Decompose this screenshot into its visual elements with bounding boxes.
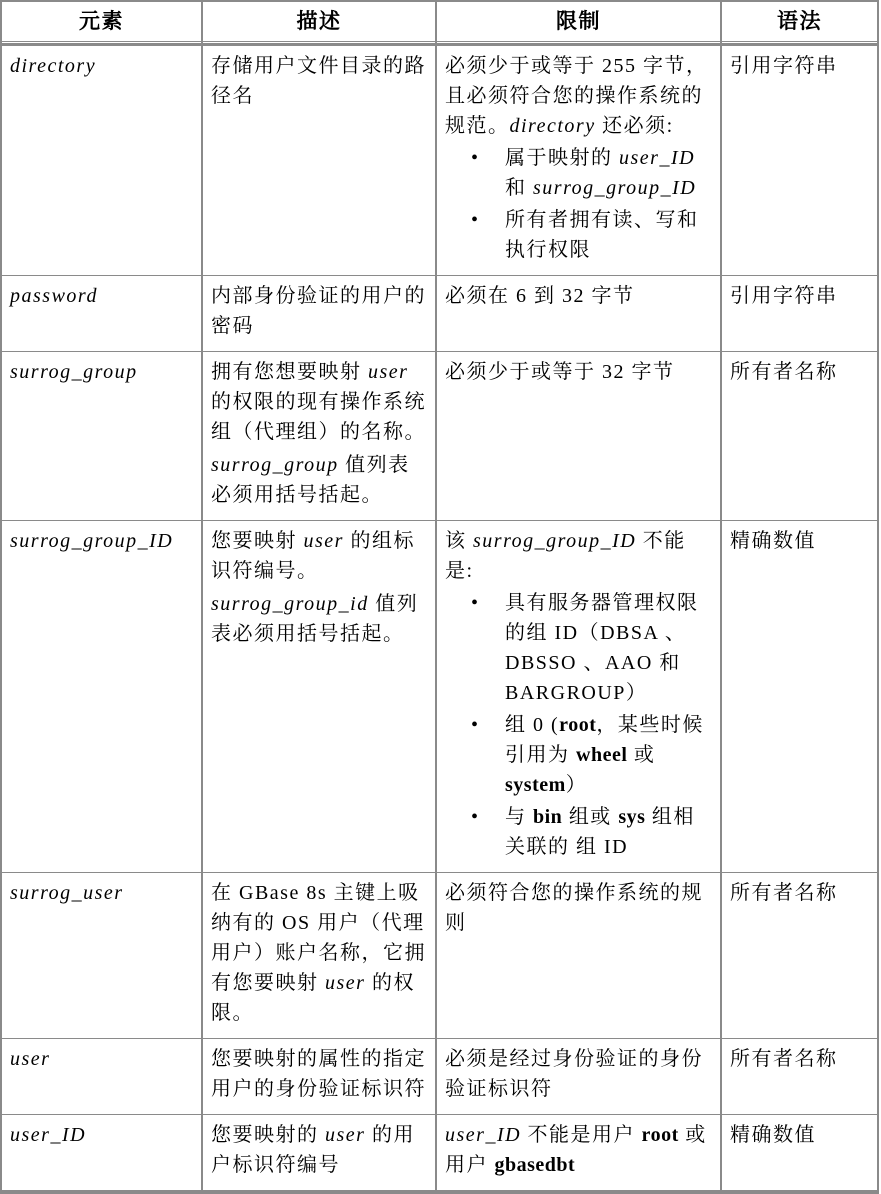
- text-run: 的权限。: [211, 972, 415, 1024]
- element-term: surrog_group: [10, 361, 138, 383]
- table-row: [0, 46, 879, 276]
- bold-term: wheel: [576, 744, 628, 766]
- bullet-item: [445, 143, 712, 203]
- text-run: 组 0 (: [505, 714, 560, 736]
- table-row: [0, 1115, 879, 1191]
- cell-syntax: 引用字符串: [722, 46, 879, 276]
- text-run: 必须在 6 到 32 字节: [445, 285, 635, 307]
- cell-description: [203, 1115, 437, 1191]
- text-run: ）: [565, 774, 588, 796]
- bold-term: root: [559, 714, 597, 736]
- italic-term: surrog_group_ID: [533, 177, 697, 199]
- text-run: 您要映射: [211, 530, 304, 552]
- cell-element: [0, 521, 203, 873]
- cell-element: [0, 1039, 203, 1115]
- paragraph: [211, 1044, 427, 1104]
- cell-syntax: 精确数值: [722, 1115, 879, 1191]
- italic-term: user: [325, 972, 366, 994]
- text-run: 必须少于或等于 32 字节: [445, 361, 675, 383]
- column-header-restriction: 限制: [437, 0, 722, 42]
- italic-term: surrog_group: [211, 454, 339, 476]
- italic-term: surrog_group_id: [211, 593, 369, 615]
- bullet-item: [445, 588, 712, 708]
- cell-syntax: 所有者名称: [722, 1039, 879, 1115]
- text-run: 必须符合您的操作系统的规则: [445, 882, 703, 934]
- bold-term: gbasedbt: [494, 1154, 576, 1176]
- text-run: 和: [505, 177, 533, 199]
- table-body: [0, 46, 879, 1191]
- paragraph: [445, 1120, 712, 1180]
- text-run: 还必须:: [595, 115, 674, 137]
- cell-restriction: [437, 1039, 722, 1115]
- text-run: 必须少于或等于 255 字节，且必须符合您的操作系统的规范。: [445, 55, 708, 137]
- cell-element: [0, 1115, 203, 1191]
- cell-description: [203, 1039, 437, 1115]
- bold-term: root: [641, 1124, 679, 1146]
- table-row: [0, 1039, 879, 1115]
- element-term: directory: [10, 55, 97, 77]
- text-run: 的组标识符编号。: [211, 530, 415, 582]
- paragraph: [211, 450, 427, 510]
- text-run: 内部身份验证的用户的密码: [211, 285, 426, 337]
- paragraph: [211, 1120, 427, 1180]
- column-header-syntax: 语法: [722, 0, 879, 42]
- text-run: 属于映射的: [505, 147, 619, 169]
- bullet-item: [445, 205, 712, 265]
- table-header: [0, 0, 879, 46]
- bold-term: system: [505, 774, 566, 796]
- text-run: 具有服务器管理权限的组 ID（DBSA 、DBSSO 、AAO 和 BARGROUP）: [505, 592, 699, 704]
- cell-restriction: [437, 1115, 722, 1191]
- text-run: 存储用户文件目录的路径名: [211, 55, 426, 107]
- cell-syntax: 精确数值: [722, 521, 879, 873]
- table-row: [0, 352, 879, 521]
- cell-restriction: [437, 521, 722, 873]
- element-term: user: [10, 1048, 51, 1070]
- bullet-item: [445, 802, 712, 862]
- paragraph: [211, 51, 427, 111]
- paragraph: [211, 357, 427, 447]
- cell-description: [203, 873, 437, 1039]
- text-run: 值列表必须用括号括起。: [211, 593, 419, 645]
- text-run: ，某些时候引用为: [505, 714, 704, 766]
- cell-description: [203, 521, 437, 873]
- text-run: 所有者拥有读、写和执行权限: [505, 209, 699, 261]
- paragraph: [445, 281, 712, 311]
- cell-syntax: 所有者名称: [722, 873, 879, 1039]
- cell-element: [0, 873, 203, 1039]
- text-run: 不能是:: [445, 530, 686, 582]
- paragraph: [211, 526, 427, 586]
- text-run: 必须是经过身份验证的身份验证标识符: [445, 1048, 703, 1100]
- cell-restriction: [437, 276, 722, 352]
- table-row: [0, 873, 879, 1039]
- bold-term: bin: [533, 806, 563, 828]
- italic-term: directory: [509, 115, 596, 137]
- text-run: 在 GBase 8s 主键上吸纳有的 OS 用户（代理用户）账户名称，它拥有您要映射: [211, 882, 426, 994]
- italic-term: user_ID: [619, 147, 696, 169]
- bullet-item: [445, 710, 712, 800]
- element-term: password: [10, 285, 98, 307]
- paragraph: [445, 526, 712, 586]
- cell-description: [203, 276, 437, 352]
- bold-term: sys: [618, 806, 646, 828]
- paragraph: [445, 51, 712, 141]
- paragraph: [445, 878, 712, 938]
- italic-term: user: [303, 530, 344, 552]
- cell-syntax: 引用字符串: [722, 276, 879, 352]
- cell-element: [0, 352, 203, 521]
- italic-term: user: [325, 1124, 366, 1146]
- text-run: 拥有您想要映射: [211, 361, 368, 383]
- cell-restriction: [437, 352, 722, 521]
- table-row: [0, 521, 879, 873]
- text-run: 的用户标识符编号: [211, 1124, 415, 1176]
- text-run: 组相关联的 组 ID: [505, 806, 695, 858]
- paragraph: [211, 589, 427, 649]
- element-term: user_ID: [10, 1124, 87, 1146]
- cell-syntax: 所有者名称: [722, 352, 879, 521]
- text-run: 组或: [562, 806, 619, 828]
- cell-description: [203, 352, 437, 521]
- text-run: 不能是用户: [521, 1124, 642, 1146]
- text-run: 您要映射的: [211, 1124, 325, 1146]
- text-run: 或: [627, 744, 656, 766]
- text-run: 与: [505, 806, 533, 828]
- element-term: surrog_group_ID: [10, 530, 174, 552]
- cell-restriction: [437, 46, 722, 276]
- paragraph: [445, 357, 712, 387]
- text-run: 或用户: [445, 1124, 707, 1176]
- column-header-description: 描述: [203, 0, 437, 42]
- cell-description: [203, 46, 437, 276]
- header-row: [0, 0, 879, 42]
- element-term: surrog_user: [10, 882, 124, 904]
- cell-restriction: [437, 873, 722, 1039]
- text-run: 该: [445, 530, 473, 552]
- text-run: 您要映射的属性的指定用户的身份验证标识符: [211, 1048, 426, 1100]
- paragraph: [445, 1044, 712, 1104]
- paragraph: [211, 878, 427, 1028]
- column-header-element: 元素: [0, 0, 203, 42]
- cell-element: [0, 276, 203, 352]
- italic-term: user: [368, 361, 409, 383]
- cell-element: [0, 46, 203, 276]
- paragraph: [211, 281, 427, 341]
- text-run: 值列表必须用括号括起。: [211, 454, 410, 506]
- italic-term: user_ID: [445, 1124, 522, 1146]
- table-row: [0, 276, 879, 352]
- text-run: 的权限的现有操作系统组（代理组）的名称。: [211, 391, 426, 443]
- italic-term: surrog_group_ID: [473, 530, 637, 552]
